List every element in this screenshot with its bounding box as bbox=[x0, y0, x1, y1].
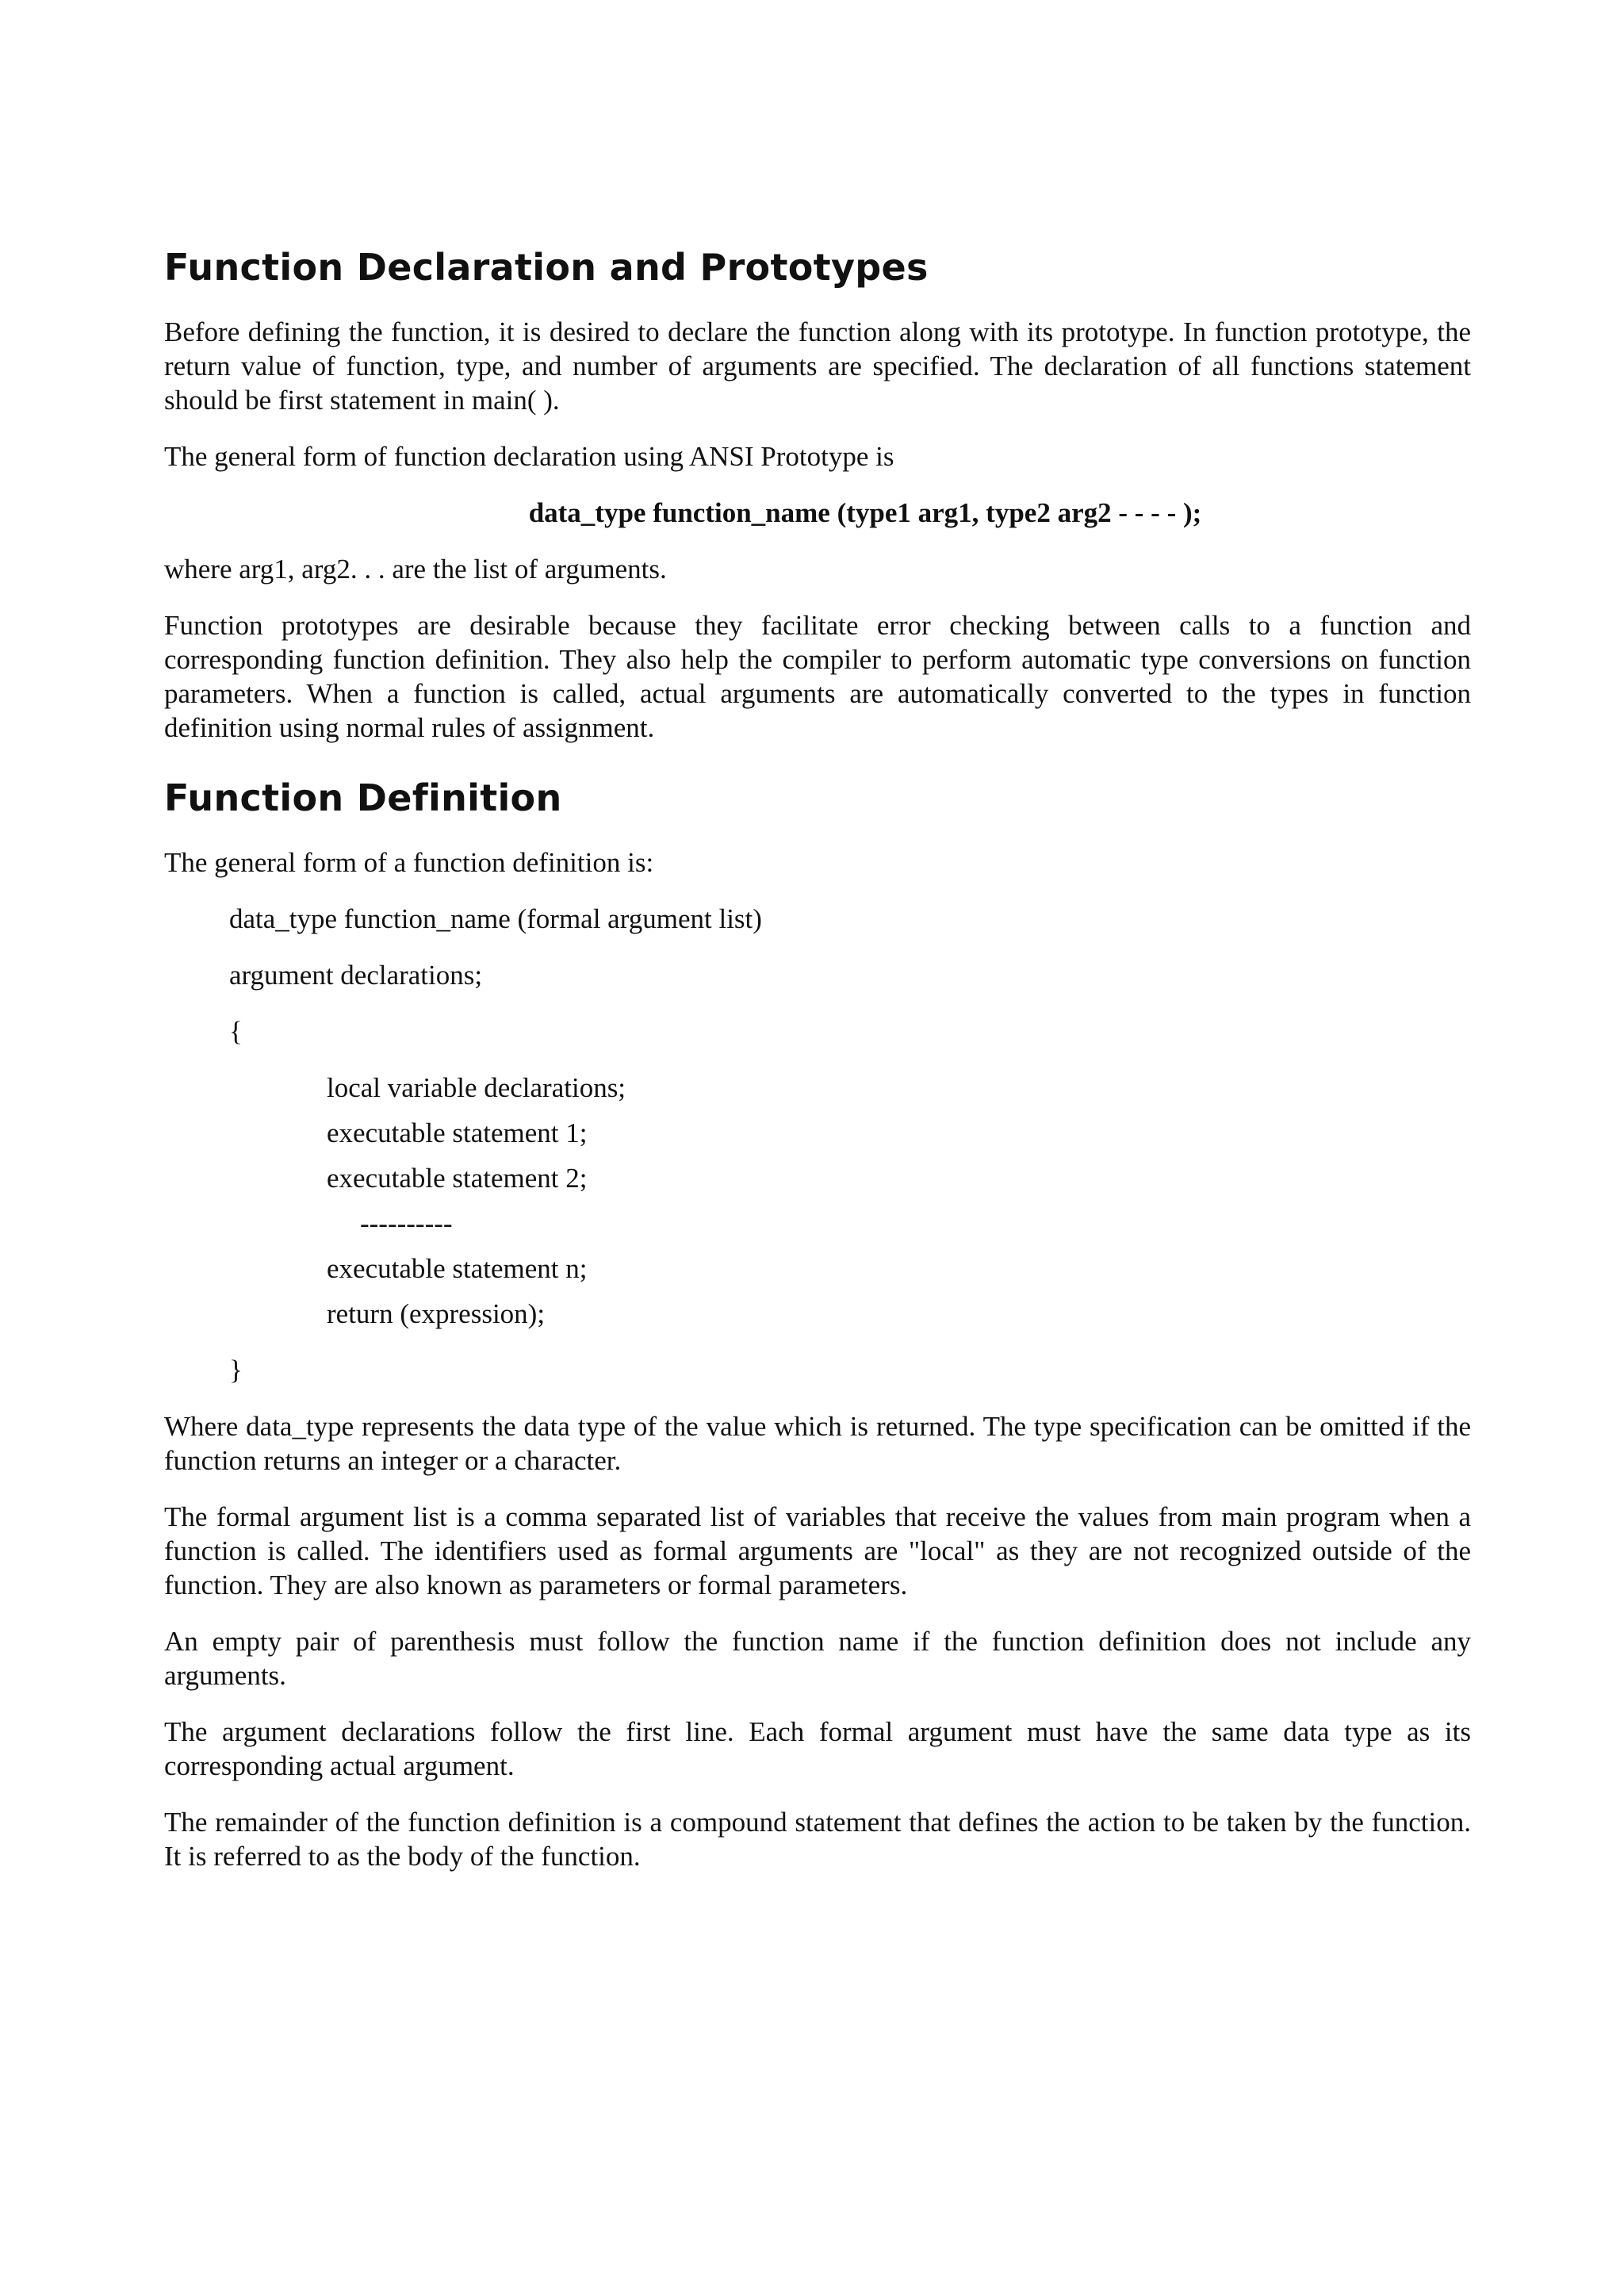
paragraph-prototype-benefits: Function prototypes are desirable because they facilitate error checking between calls to a function and corresponding function definition. They also help the compiler to perform automatic type conversions on function parameters. When a function is called, actual arguments are automatically converted to the types in function definition using normal rules of assignment. bbox=[164, 610, 1471, 744]
code-close-brace: } bbox=[229, 1355, 243, 1386]
code-header-line: data_type function_name (formal argument list) bbox=[229, 903, 762, 935]
paragraph-arguments-note: where arg1, arg2. . . are the list of arguments. bbox=[164, 554, 667, 585]
code-open-brace: { bbox=[229, 1016, 243, 1048]
code-arg-declarations-line: argument declarations; bbox=[229, 960, 483, 991]
code-dashes-line: ---------- bbox=[360, 1208, 453, 1240]
section-heading-function-declaration: Function Declaration and Prototypes bbox=[164, 246, 929, 289]
paragraph-function-body: The remainder of the function definition is a compound statement that defines the action to be taken by the function. It is referred to as the body of the function. bbox=[164, 1807, 1471, 1872]
definition-syntax-block bbox=[164, 902, 1471, 1387]
section-heading-function-definition: Function Definition bbox=[164, 776, 562, 820]
code-statement-2-line: executable statement 2; bbox=[327, 1163, 588, 1194]
code-statement-n-line: executable statement n; bbox=[327, 1253, 588, 1285]
paragraph-data-type-explanation: Where data_type represents the data type of the value which is returned. The type specification can be omitted if the function returns an integer or a character. bbox=[164, 1411, 1471, 1477]
paragraph-formal-arguments: The formal argument list is a comma separated list of variables that receive the values from main program when a function is called. The identifiers used as formal arguments are "local" as they are not recognized outside of the function. They are also known as parameters or formal parameters. bbox=[164, 1501, 1471, 1601]
paragraph-empty-parenthesis: An empty pair of parenthesis must follow the function name if the function definition does not include any arguments. bbox=[164, 1626, 1471, 1692]
paragraph-argument-declarations: The argument declarations follow the first line. Each formal argument must have the same data type as its corresponding actual argument. bbox=[164, 1716, 1471, 1782]
code-return-line: return (expression); bbox=[327, 1298, 546, 1330]
document-page bbox=[164, 246, 1471, 1895]
prototype-syntax: data_type function_name (type1 arg1, type2 arg2 - - - - ); bbox=[528, 497, 1202, 529]
paragraph-declaration-intro: Before defining the function, it is desired to declare the function along with its prototype. In function prototype, the return value of function, type, and number of arguments are specified. The declaration of all functions statement should be first statement in main( ). bbox=[164, 316, 1471, 416]
code-local-vars-line: local variable declarations; bbox=[327, 1072, 626, 1104]
paragraph-definition-intro: The general form of a function definition is: bbox=[164, 847, 654, 879]
code-statement-1-line: executable statement 1; bbox=[327, 1117, 588, 1149]
paragraph-general-form: The general form of function declaration using ANSI Prototype is bbox=[164, 441, 894, 473]
